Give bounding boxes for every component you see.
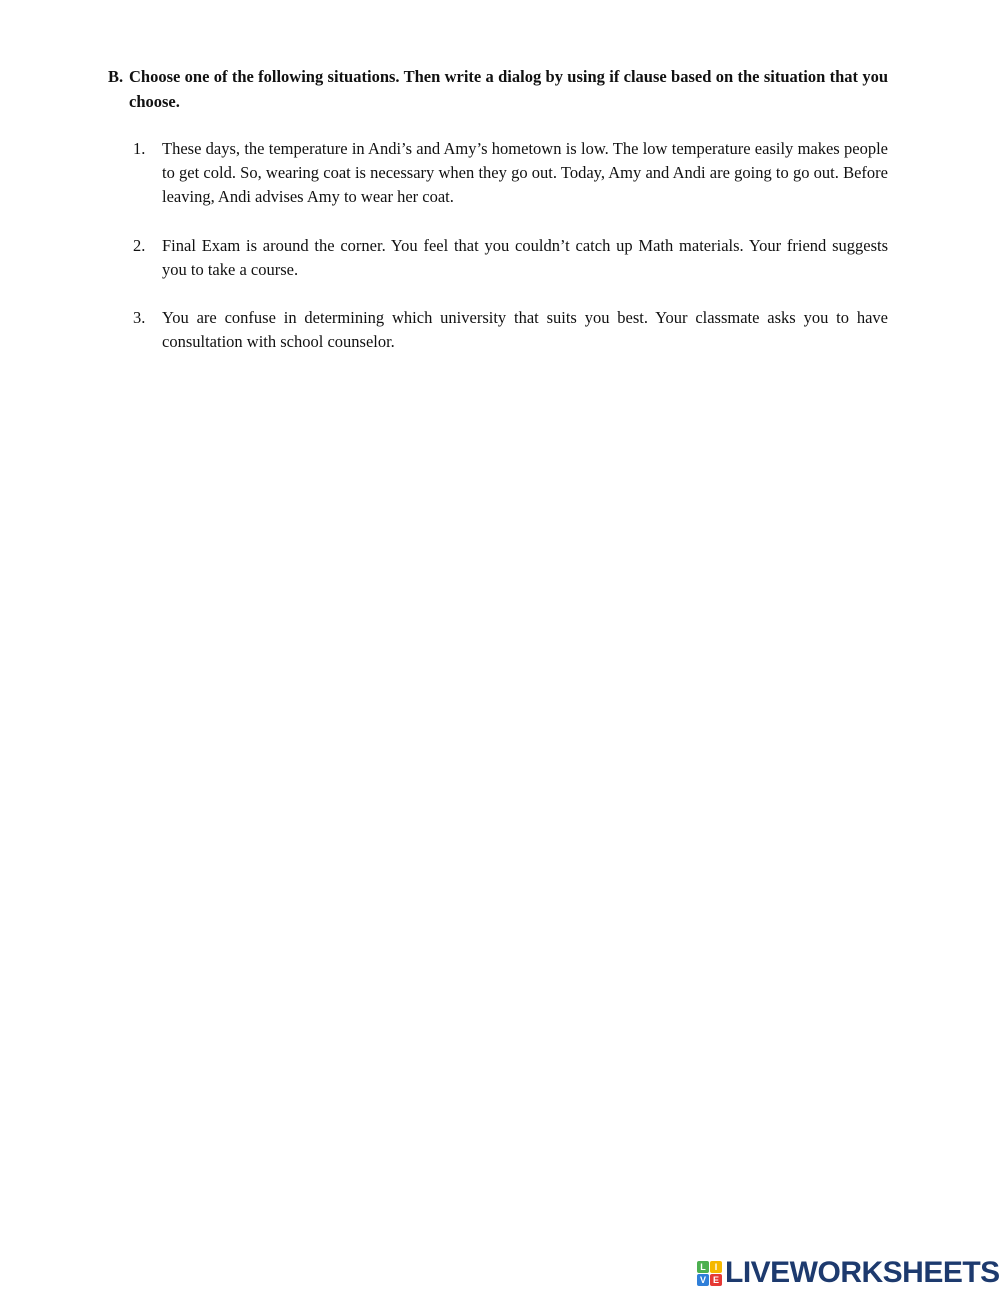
logo-letter: L <box>697 1261 709 1273</box>
item-number: 1. <box>133 139 146 158</box>
liveworksheets-logo <box>697 1256 1000 1290</box>
situation-item <box>133 306 888 354</box>
section-instruction <box>108 64 888 114</box>
situation-item <box>133 137 888 209</box>
item-number: 3. <box>133 308 146 327</box>
logo-letter: V <box>697 1274 709 1286</box>
item-text: You are confuse in determining which university that suits you best. Your classmate asks you to have consultation with school counselor. <box>162 308 888 351</box>
logo-letter: E <box>710 1274 722 1286</box>
situation-item <box>133 234 888 282</box>
instruction-text: Choose one of the following situations. Then write a dialog by using if clause based on the situation that you choose. <box>129 67 888 111</box>
live-squares-icon <box>697 1261 722 1286</box>
item-text: These days, the temperature in Andi’s and Amy’s hometown is low. The low temperature easily makes people to get cold. So, wearing coat is necessary when they go out. Today, Amy and Andi are going to go out. Before leaving, Andi advises Amy to wear her coat. <box>162 139 888 206</box>
item-text: Final Exam is around the corner. You feel that you couldn’t catch up Math materials. Your friend suggests you to take a course. <box>162 236 888 279</box>
section-label: B. <box>108 67 124 86</box>
logo-text: LIVEWORKSHEETS <box>725 1256 1000 1289</box>
logo-letter: I <box>710 1261 722 1273</box>
item-number: 2. <box>133 236 146 255</box>
